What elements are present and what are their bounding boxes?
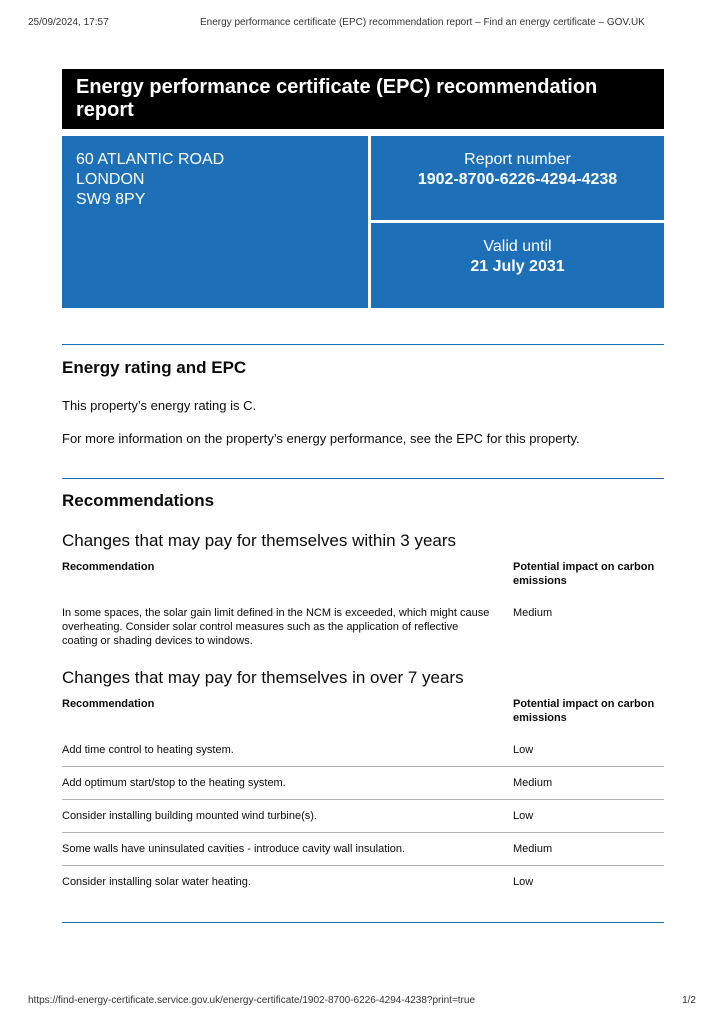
section-divider [62,344,664,345]
impact-value: Low [513,744,534,756]
table-row [62,767,664,800]
recommendation-text: Add optimum start/stop to the heating system. [62,777,286,789]
table-row [62,606,664,648]
address-line-1: 60 ATLANTIC ROAD [76,151,225,168]
valid-until-value: 21 July 2031 [470,258,565,275]
recommendation-text: Add time control to heating system. [62,744,234,756]
column-header-recommendation: Recommendation [62,698,155,710]
energy-info-text: For more information on the property’s energy performance, see the EPC for this property. [62,431,580,446]
impact-value: Low [513,810,534,822]
section-divider [62,478,664,479]
table-header [62,560,664,588]
recommendation-text: Consider installing solar water heating. [62,876,251,888]
print-footer [28,995,696,1006]
report-number-value: 1902-8700-6226-4294-4238 [417,171,618,188]
print-header [28,17,696,28]
impact-value: Medium [513,607,553,619]
table-header [62,697,664,725]
group2-heading: Changes that may pay for themselves in over 7 years [62,668,464,687]
page-number: 1/2 [682,995,696,1006]
valid-until-label: Valid until [483,238,552,255]
energy-rating-text: This property’s energy rating is C. [62,398,257,413]
recommendation-text: In some spaces, the solar gain limit defined in the NCM is exceeded, which might cause overheating. Consider solar control measures such as the application of reflective coating or shading devices to windows. [62,607,490,647]
table-row [62,743,664,767]
impact-value: Low [513,876,534,888]
recommendations-heading: Recommendations [62,491,215,510]
column-header-impact: Potential impact on carbon emissions [513,561,655,587]
energy-rating-heading: Energy rating and EPC [62,358,247,377]
table-row [62,866,664,899]
impact-value: Medium [513,777,553,789]
recommendation-text: Some walls have uninsulated cavities - introduce cavity wall insulation. [62,843,406,855]
page-title: Energy performance certificate (EPC) recommendation report [62,69,664,129]
table-row [62,833,664,866]
print-page-title: Energy performance certificate (EPC) recommendation report – Find an energy certificate – GOV.UK [200,17,645,28]
valid-until-block [371,223,664,308]
column-header-impact: Potential impact on carbon emissions [513,698,655,724]
group1-heading: Changes that may pay for themselves within 3 years [62,531,457,550]
recommendation-text: Consider installing building mounted wind turbine(s). [62,810,317,822]
print-url: https://find-energy-certificate.service.gov.uk/energy-certificate/1902-8700-6226-4294-4238?print=true [28,995,476,1006]
address-block [62,136,368,308]
certificate-summary [62,136,664,308]
print-date: 25/09/2024, 17:57 [28,17,109,28]
address-line-3: SW9 8PY [76,191,146,208]
section-divider [62,922,664,923]
column-header-recommendation: Recommendation [62,561,155,573]
report-number-block [371,136,664,220]
impact-value: Medium [513,843,553,855]
report-number-label: Report number [464,151,571,168]
address-line-2: LONDON [76,171,145,188]
recommendations-table-2 [62,697,664,899]
recommendations-table-1 [62,560,664,648]
table-row [62,800,664,833]
